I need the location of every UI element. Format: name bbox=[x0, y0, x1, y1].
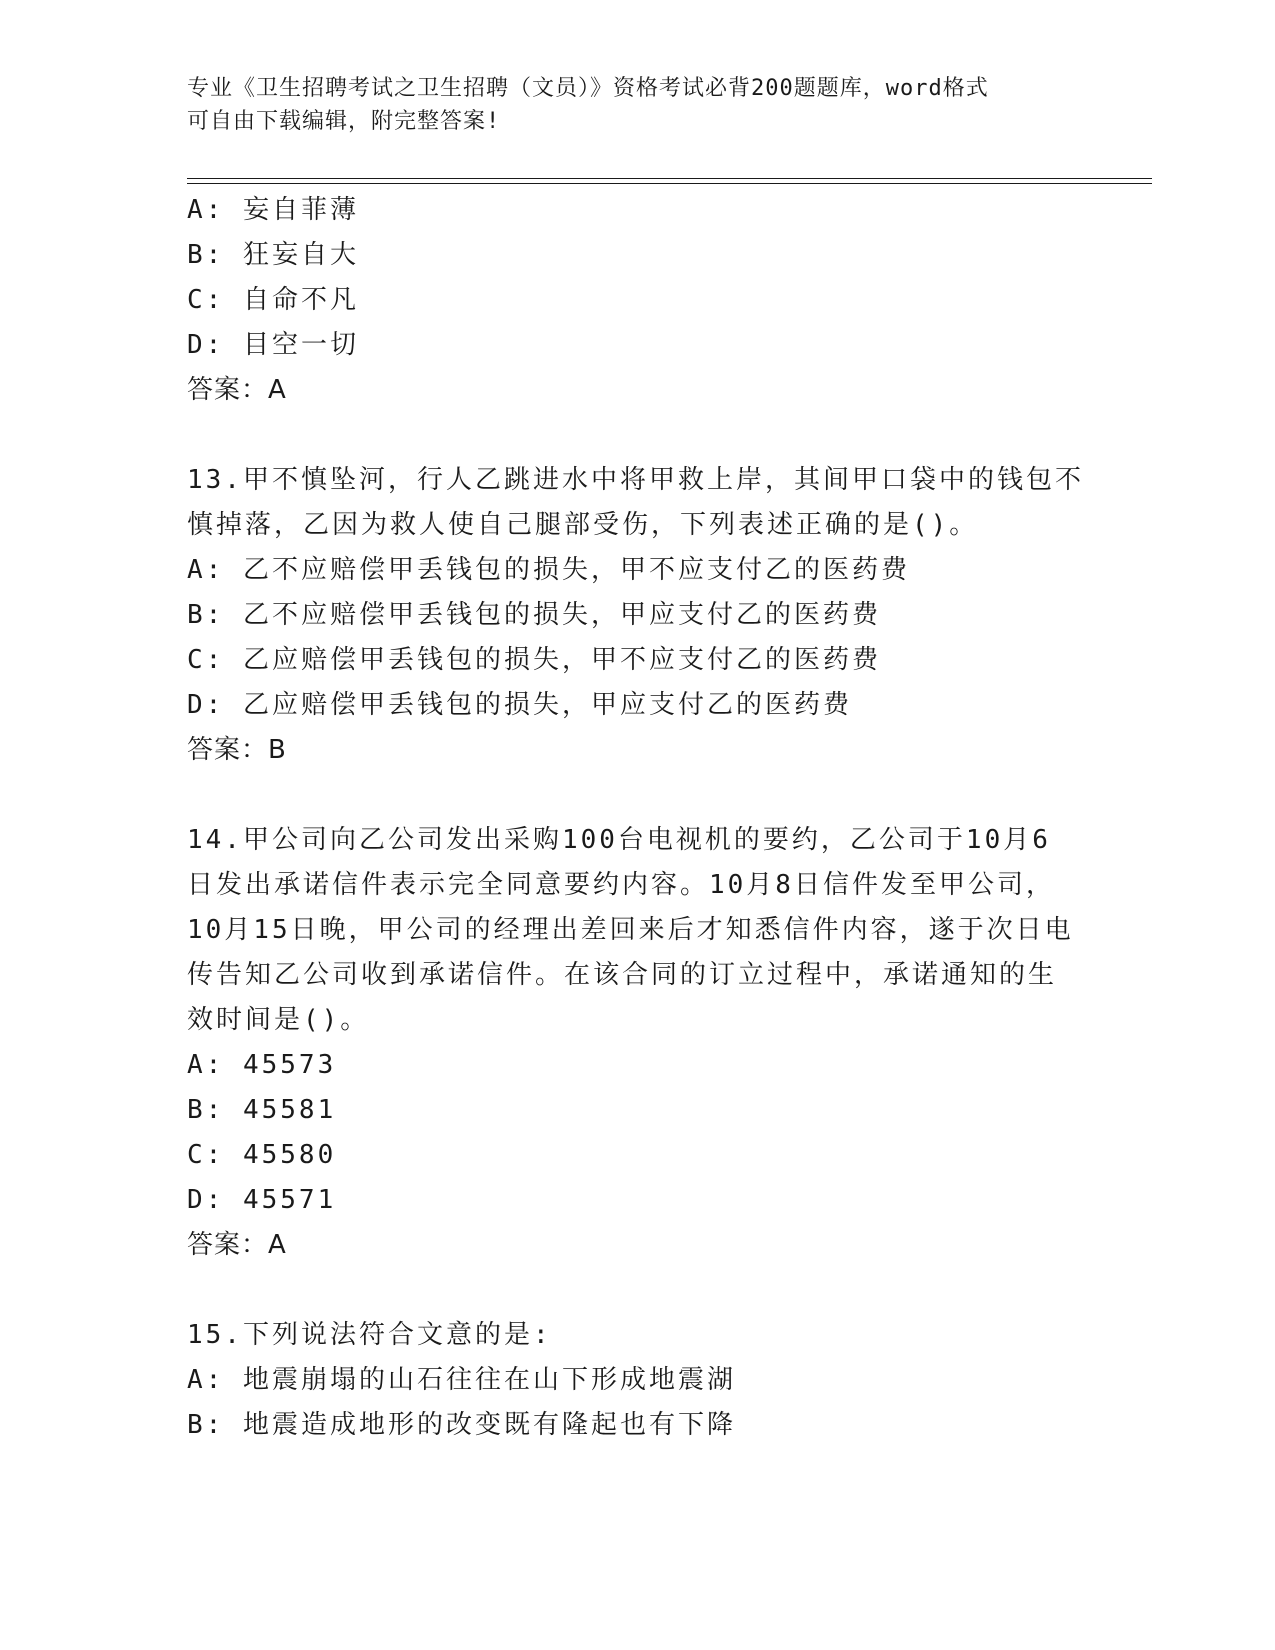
q13-option-b: B: 乙不应赔偿甲丢钱包的损失，甲应支付乙的医药费 bbox=[187, 600, 881, 630]
q15-option-b: B: 地震造成地形的改变既有隆起也有下降 bbox=[187, 1410, 736, 1440]
q12-option-b: B: 狂妄自大 bbox=[187, 240, 359, 270]
q13-option-a: A: 乙不应赔偿甲丢钱包的损失，甲不应支付乙的医药费 bbox=[187, 555, 910, 585]
q13-question-line-1: 13.甲不慎坠河，行人乙跳进水中将甲救上岸，其间甲口袋中的钱包不 bbox=[187, 465, 1084, 495]
q15-question-line-1: 15.下列说法符合文意的是: bbox=[187, 1320, 552, 1350]
q14-option-d: D: 45571 bbox=[187, 1185, 337, 1215]
q13-option-d: D: 乙应赔偿甲丢钱包的损失，甲应支付乙的医药费 bbox=[187, 690, 852, 720]
q15-option-a: A: 地震崩塌的山石往往在山下形成地震湖 bbox=[187, 1365, 736, 1395]
q14-question-line-2: 日发出承诺信件表示完全同意要约内容。10月8日信件发至甲公司， bbox=[187, 870, 1055, 900]
header-rule-bottom bbox=[187, 183, 1152, 184]
q12-answer: 答案：A bbox=[187, 375, 287, 405]
q14-option-c: C: 45580 bbox=[187, 1140, 337, 1170]
q12-option-a: A: 妄自菲薄 bbox=[187, 195, 359, 225]
header-line-2: 可自由下载编辑，附完整答案! bbox=[187, 109, 501, 134]
q14-question-line-1: 14.甲公司向乙公司发出采购100台电视机的要约，乙公司于10月6 bbox=[187, 825, 1051, 855]
q14-option-b: B: 45581 bbox=[187, 1095, 337, 1125]
header-line-1: 专业《卫生招聘考试之卫生招聘（文员）》资格考试必背200题题库，word格式 bbox=[187, 76, 989, 101]
q13-answer: 答案：B bbox=[187, 735, 287, 765]
document-header bbox=[187, 72, 1087, 138]
q14-answer: 答案：A bbox=[187, 1230, 287, 1260]
header-rule-top bbox=[187, 178, 1152, 179]
q13-question-line-2: 慎掉落，乙因为救人使自己腿部受伤，下列表述正确的是()。 bbox=[187, 510, 979, 540]
q14-question-line-5: 效时间是()。 bbox=[187, 1005, 370, 1035]
q13-option-c: C: 乙应赔偿甲丢钱包的损失，甲不应支付乙的医药费 bbox=[187, 645, 881, 675]
q12-option-c: C: 自命不凡 bbox=[187, 285, 359, 315]
q14-question-line-3: 10月15日晚，甲公司的经理出差回来后才知悉信件内容，遂于次日电 bbox=[187, 915, 1074, 945]
q14-question-line-4: 传告知乙公司收到承诺信件。在该合同的订立过程中，承诺通知的生 bbox=[187, 960, 1058, 990]
q14-option-a: A: 45573 bbox=[187, 1050, 337, 1080]
q12-option-d: D: 目空一切 bbox=[187, 330, 359, 360]
